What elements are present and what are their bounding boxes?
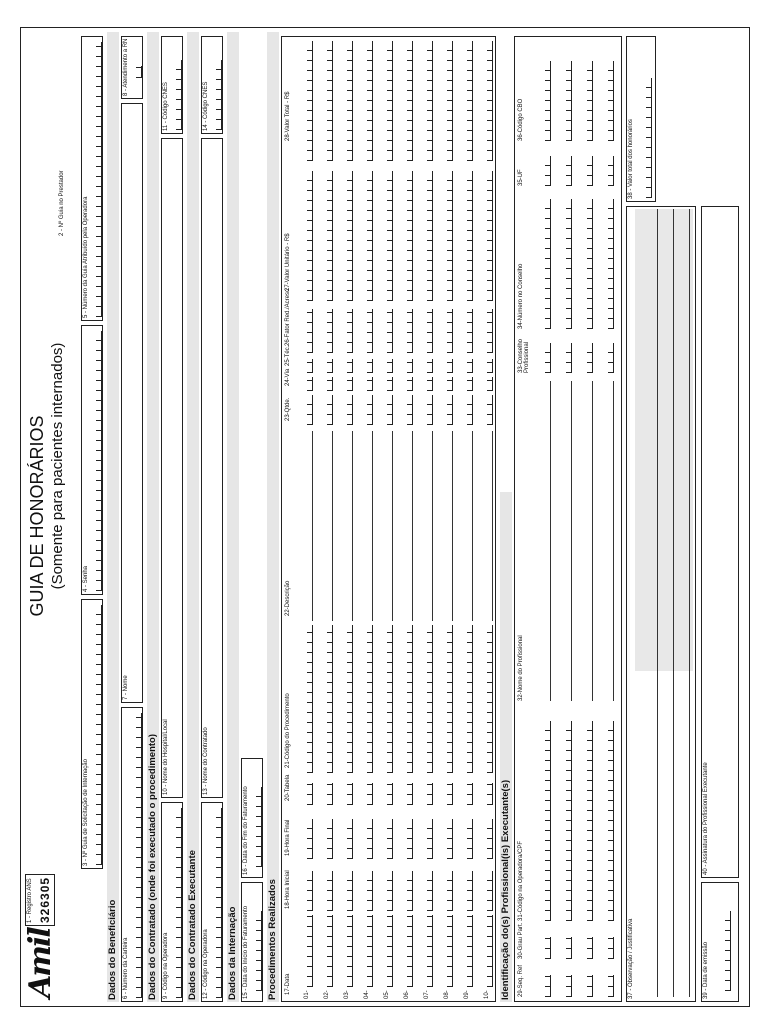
procedure-cell[interactable] [444, 395, 453, 425]
field-9-label: 9 - Código na Operadora [163, 932, 169, 999]
procedure-cell[interactable] [444, 41, 453, 161]
field-38-valor-total[interactable] [626, 36, 656, 202]
procedure-cell[interactable] [464, 783, 473, 805]
professional-cell[interactable] [563, 721, 572, 921]
procedure-cell[interactable] [464, 819, 473, 859]
procedure-cell[interactable] [484, 783, 493, 805]
procedure-cell[interactable] [464, 915, 473, 987]
procedure-row[interactable] [456, 35, 476, 1001]
professional-cell[interactable] [584, 199, 593, 329]
col-19: 19-Hora Final [285, 819, 291, 856]
field-11-label: 11 - Código CNES [163, 82, 169, 131]
procedure-row-number: 09- [464, 990, 470, 999]
procedure-cell[interactable] [364, 625, 373, 773]
amil-logo: Amil [23, 928, 58, 998]
procedure-cell[interactable] [384, 915, 393, 987]
profissionais-rows [533, 35, 621, 1001]
procedure-cell[interactable] [424, 871, 433, 911]
procedure-cell[interactable] [344, 309, 353, 353]
section-bar-beneficiario [107, 32, 119, 1002]
field-7-nome[interactable] [121, 103, 143, 703]
procedure-cell[interactable] [352, 431, 353, 621]
procedure-cell[interactable] [484, 359, 493, 373]
procedure-cell[interactable] [304, 395, 313, 425]
procedure-cell[interactable] [304, 359, 313, 373]
procedure-cell[interactable] [364, 915, 373, 987]
procedure-cell[interactable] [324, 625, 333, 773]
procedure-cell[interactable] [304, 377, 313, 391]
procedure-row[interactable] [436, 35, 456, 1001]
col-33: 33-Conselho Profissional [518, 338, 530, 373]
procedure-cell[interactable] [484, 377, 493, 391]
field-6-label: 6 - Número da Carteira [123, 937, 129, 999]
col-17: 17-Data [285, 973, 291, 995]
field-16-ticks [253, 787, 262, 867]
professional-cell[interactable] [605, 156, 614, 186]
procedure-cell[interactable] [404, 309, 413, 353]
procedure-cell[interactable] [304, 819, 313, 859]
procedure-cell[interactable] [404, 359, 413, 373]
procedure-cell[interactable] [384, 819, 393, 859]
procedure-cell[interactable] [324, 377, 333, 391]
procedure-cell[interactable] [424, 309, 433, 353]
section-contratado: Dados do Contratado (onde foi executado o procedimento) [147, 733, 158, 1000]
field-39-data-emissao[interactable] [701, 882, 739, 1002]
col-30: 30-Grau Part. [518, 922, 524, 959]
field-6-ticks [133, 713, 142, 998]
procedure-cell[interactable] [324, 819, 333, 859]
col-18: 18-Hora Inicial [285, 870, 291, 909]
professional-cell[interactable] [542, 156, 551, 186]
field-9-ticks [173, 808, 182, 998]
professional-cell[interactable] [584, 343, 593, 373]
procedure-cell[interactable] [484, 625, 493, 773]
field-8-rn[interactable] [121, 36, 143, 99]
procedure-cell[interactable] [464, 359, 473, 373]
procedure-cell[interactable] [372, 431, 373, 621]
procedure-cell[interactable] [444, 171, 453, 301]
procedure-cell[interactable] [484, 915, 493, 987]
procedure-cell[interactable] [344, 41, 353, 161]
field-12-codigo[interactable] [201, 802, 223, 1002]
procedure-cell[interactable] [392, 431, 393, 621]
field-38-ticks [643, 78, 652, 198]
procedure-cell[interactable] [304, 309, 313, 353]
field-4-label: 4 - Senha [83, 565, 89, 592]
field-5-label: 5 - Número da Guia Atribuído pela Operadora [83, 196, 89, 318]
procedure-row-number: 08- [444, 990, 450, 999]
professional-cell[interactable] [605, 343, 614, 373]
procedure-cell[interactable] [472, 431, 473, 621]
obs-line [657, 209, 658, 997]
procedure-cell[interactable] [364, 41, 373, 161]
field-15-label: 15 - Data do Início do Faturamento [243, 905, 249, 999]
section-beneficiario: Dados do Beneficiário [107, 899, 118, 1000]
procedure-cell[interactable] [332, 431, 333, 621]
procedure-cell[interactable] [304, 871, 313, 911]
procedure-cell[interactable] [304, 915, 313, 987]
procedure-cell[interactable] [404, 625, 413, 773]
field-9-codigo[interactable] [161, 802, 183, 1002]
procedure-row-number: 03- [344, 990, 350, 999]
section-internacao: Dados da Internação [227, 906, 238, 1000]
procedure-cell[interactable] [404, 871, 413, 911]
procedure-cell[interactable] [312, 431, 313, 621]
field-14-ticks [213, 60, 222, 130]
procedure-cell[interactable] [464, 309, 473, 353]
professional-row[interactable] [596, 35, 617, 1001]
professional-cell[interactable] [584, 937, 593, 959]
field-14-label: 14 - Código CNES [203, 81, 209, 131]
procedure-cell[interactable] [444, 309, 453, 353]
procedure-row-number: 01- [304, 990, 310, 999]
professional-cell[interactable] [542, 975, 551, 997]
procedure-cell[interactable] [404, 377, 413, 391]
procedure-cell[interactable] [364, 309, 373, 353]
procedure-cell[interactable] [432, 431, 433, 621]
procedure-cell[interactable] [384, 41, 393, 161]
procedure-cell[interactable] [324, 41, 333, 161]
procedure-row[interactable] [296, 35, 316, 1001]
procedure-cell[interactable] [484, 871, 493, 911]
procedure-row-number: 04- [364, 990, 370, 999]
professional-cell[interactable] [613, 381, 614, 701]
col-31: 31-Código na Operadora/CPF [518, 840, 524, 921]
procedure-cell[interactable] [304, 783, 313, 805]
col-32: 32-Nome do Profissional [518, 635, 524, 701]
procedure-cell[interactable] [324, 915, 333, 987]
procedure-cell[interactable] [384, 377, 393, 391]
field-3-guia-solicitacao[interactable] [81, 599, 103, 869]
procedure-cell[interactable] [344, 171, 353, 301]
professional-cell[interactable] [605, 937, 614, 959]
form-title: GUIA DE HONORÁRIOS [27, 415, 47, 617]
procedure-row-number: 10- [484, 990, 490, 999]
obs-line [689, 209, 690, 997]
procedure-cell[interactable] [464, 625, 473, 773]
professional-cell[interactable] [550, 381, 551, 701]
guia-prestador-label: 2 - Nº Guia no Prestador [59, 170, 65, 236]
professional-cell[interactable] [542, 61, 551, 141]
procedure-row[interactable] [316, 35, 336, 1001]
col-24: 24-Via [285, 368, 291, 386]
procedure-cell[interactable] [424, 359, 433, 373]
professional-cell[interactable] [563, 156, 572, 186]
procedure-cell[interactable] [424, 395, 433, 425]
professional-cell[interactable] [592, 381, 593, 701]
professional-cell[interactable] [563, 975, 572, 997]
field-11-ticks [173, 60, 182, 130]
professional-row[interactable] [554, 35, 575, 1001]
field-37-observacao[interactable] [626, 206, 696, 1002]
procedure-cell[interactable] [344, 625, 353, 773]
field-37-label: 37 - Observação / Justificativa [628, 918, 634, 999]
procedure-cell[interactable] [404, 915, 413, 987]
procedure-cell[interactable] [364, 359, 373, 373]
procedure-cell[interactable] [324, 171, 333, 301]
procedure-row[interactable] [376, 35, 396, 1001]
professional-cell[interactable] [563, 937, 572, 959]
procedure-cell[interactable] [444, 871, 453, 911]
ans-value: 326305 [38, 876, 52, 923]
procedure-cell[interactable] [384, 395, 393, 425]
procedure-cell[interactable] [464, 171, 473, 301]
procedure-cell[interactable] [364, 377, 373, 391]
professional-cell[interactable] [563, 343, 572, 373]
procedure-row-number: 07- [424, 990, 430, 999]
procedure-cell[interactable] [404, 41, 413, 161]
field-3-ticks [93, 605, 102, 865]
field-4-senha[interactable] [81, 325, 103, 595]
professional-cell[interactable] [584, 61, 593, 141]
procedure-cell[interactable] [324, 359, 333, 373]
procedure-row[interactable] [396, 35, 416, 1001]
procedure-cell[interactable] [484, 41, 493, 161]
procedure-cell[interactable] [424, 41, 433, 161]
procedimentos-table [281, 36, 496, 1002]
procedure-cell[interactable] [344, 819, 353, 859]
field-5-ticks [93, 42, 102, 317]
field-13-nome[interactable] [201, 138, 223, 798]
procedure-cell[interactable] [444, 359, 453, 373]
field-15-inicio[interactable] [241, 882, 263, 1002]
procedure-cell[interactable] [364, 871, 373, 911]
col-21: 21-Código do Procedimento [285, 693, 291, 768]
field-37-shaded-area [635, 209, 693, 671]
procedure-cell[interactable] [464, 395, 473, 425]
professional-cell[interactable] [542, 721, 551, 921]
professional-cell[interactable] [542, 343, 551, 373]
procedure-cell[interactable] [404, 783, 413, 805]
procedure-cell[interactable] [324, 309, 333, 353]
form-subtitle: (Somente para pacientes internados) [49, 342, 66, 590]
procedure-cell[interactable] [444, 625, 453, 773]
procedure-cell[interactable] [404, 171, 413, 301]
procedure-cell[interactable] [484, 309, 493, 353]
professional-cell[interactable] [542, 937, 551, 959]
col-25: 25-Téc. [285, 345, 291, 366]
procedure-cell[interactable] [464, 871, 473, 911]
field-8-ticks [133, 66, 142, 78]
procedure-cell[interactable] [484, 819, 493, 859]
col-28: 28-Valor Total - R$ [285, 91, 291, 141]
procedure-cell[interactable] [444, 377, 453, 391]
procedure-row[interactable] [356, 35, 376, 1001]
professional-cell[interactable] [584, 975, 593, 997]
field-39-label: 39 - Data de emissão [703, 941, 709, 999]
field-8-label: 8 - Atendimento a RN [123, 38, 129, 96]
field-3-label: 3 - Nº Guia de Solicitação de Internação [83, 759, 89, 866]
section-profissionais: Identificação do(s) Profissional(is) Executante(s) [500, 779, 511, 1000]
field-12-label: 12 - Código na Operadora [203, 929, 209, 999]
procedimentos-rows [296, 35, 496, 1001]
procedure-cell[interactable] [444, 783, 453, 805]
obs-line [673, 209, 674, 997]
field-12-ticks [213, 808, 222, 998]
field-16-fim[interactable] [241, 758, 263, 878]
field-6-carteira[interactable] [121, 707, 143, 1002]
col-26: 26-Fator Red./Acresc. [285, 287, 291, 346]
section-executante: Dados do Contratado Executante [187, 850, 198, 1000]
professional-cell[interactable] [571, 381, 572, 701]
field-16-label: 16 - Data do Fim do Faturamento [243, 786, 249, 875]
procedure-cell[interactable] [404, 395, 413, 425]
procedure-cell[interactable] [404, 819, 413, 859]
procedure-cell[interactable] [484, 171, 493, 301]
procedure-cell[interactable] [364, 819, 373, 859]
procedure-row[interactable] [476, 35, 496, 1001]
procedure-row-number: 05- [384, 990, 390, 999]
procedure-cell[interactable] [344, 359, 353, 373]
procedure-cell[interactable] [344, 871, 353, 911]
procedure-cell[interactable] [344, 783, 353, 805]
field-11-cnes[interactable] [161, 36, 183, 134]
procedure-cell[interactable] [344, 377, 353, 391]
professional-cell[interactable] [584, 156, 593, 186]
procedure-cell[interactable] [424, 819, 433, 859]
procedure-row-number: 02- [324, 990, 330, 999]
field-7-label: 7 - Nome [123, 675, 129, 700]
procedure-cell[interactable] [364, 395, 373, 425]
field-40-assinatura[interactable] [701, 206, 739, 878]
honorarios-form [20, 27, 750, 1007]
procedure-cell[interactable] [364, 783, 373, 805]
professional-cell[interactable] [605, 61, 614, 141]
professional-cell[interactable] [542, 199, 551, 329]
procedure-cell[interactable] [424, 783, 433, 805]
col-35: 35-UF [518, 169, 524, 186]
professional-cell[interactable] [605, 199, 614, 329]
procedure-row[interactable] [336, 35, 356, 1001]
procedure-cell[interactable] [444, 915, 453, 987]
procedure-cell[interactable] [384, 625, 393, 773]
professional-cell[interactable] [563, 61, 572, 141]
procedure-cell[interactable] [424, 171, 433, 301]
procedure-cell[interactable] [384, 871, 393, 911]
procedure-cell[interactable] [424, 377, 433, 391]
field-4-ticks [93, 331, 102, 591]
procedure-cell[interactable] [324, 395, 333, 425]
procedure-cell[interactable] [484, 395, 493, 425]
procedure-cell[interactable] [424, 915, 433, 987]
professional-cell[interactable] [584, 721, 593, 921]
procedure-cell[interactable] [384, 783, 393, 805]
professional-row[interactable] [533, 35, 554, 1001]
professional-cell[interactable] [563, 199, 572, 329]
field-15-ticks [253, 911, 262, 991]
procedure-cell[interactable] [412, 431, 413, 621]
professional-row[interactable] [575, 35, 596, 1001]
field-10-hospital[interactable] [161, 138, 183, 798]
procedure-cell[interactable] [304, 41, 313, 161]
procedure-cell[interactable] [344, 395, 353, 425]
procedure-cell[interactable] [384, 171, 393, 301]
professional-cell[interactable] [605, 975, 614, 997]
procedure-cell[interactable] [492, 431, 493, 621]
field-40-label: 40 - Assinatura do Profissional Executante [703, 762, 709, 875]
col-36: 36-Código CBO [518, 98, 524, 141]
procedure-cell[interactable] [452, 431, 453, 621]
section-bar-internacao [227, 32, 239, 1002]
procedure-cell[interactable] [384, 309, 393, 353]
field-39-ticks [722, 911, 731, 991]
procedure-cell[interactable] [324, 871, 333, 911]
procedure-cell[interactable] [344, 915, 353, 987]
profissionais-table [514, 36, 622, 1002]
col-34: 34-Número no Conselho [518, 263, 524, 329]
col-23: 23-Qtde. [285, 397, 291, 421]
col-22: 22-Descrição [285, 580, 291, 616]
field-5-guia-operadora[interactable] [81, 36, 103, 321]
procedure-cell[interactable] [304, 171, 313, 301]
procedure-row[interactable] [416, 35, 436, 1001]
ans-label: 1 - Registro ANS [27, 878, 33, 923]
col-29: 29-Seq. Ref [518, 964, 524, 997]
section-bar-procedimentos [267, 32, 279, 1002]
field-38-label: 38 - Valor total dos honorários [628, 119, 634, 199]
procedure-cell[interactable] [444, 819, 453, 859]
section-procedimentos: Procedimentos Realizados [267, 879, 278, 1000]
procedure-cell[interactable] [384, 359, 393, 373]
procedure-cell[interactable] [304, 625, 313, 773]
professional-cell[interactable] [605, 721, 614, 921]
procedure-cell[interactable] [324, 783, 333, 805]
procedure-cell[interactable] [424, 625, 433, 773]
field-10-label: 10 - Nome do Hospital/Local [163, 719, 169, 795]
procedure-cell[interactable] [364, 171, 373, 301]
field-13-label: 13 - Nome do Contratado [203, 727, 209, 795]
ans-register-box [25, 874, 55, 926]
field-14-cnes[interactable] [201, 36, 223, 134]
procedure-cell[interactable] [464, 41, 473, 161]
procedure-cell[interactable] [464, 377, 473, 391]
col-20: 20-Tabela [285, 774, 291, 801]
procedure-row-number: 06- [404, 990, 410, 999]
col-27: 27-Valor Unitário - R$ [285, 233, 291, 291]
